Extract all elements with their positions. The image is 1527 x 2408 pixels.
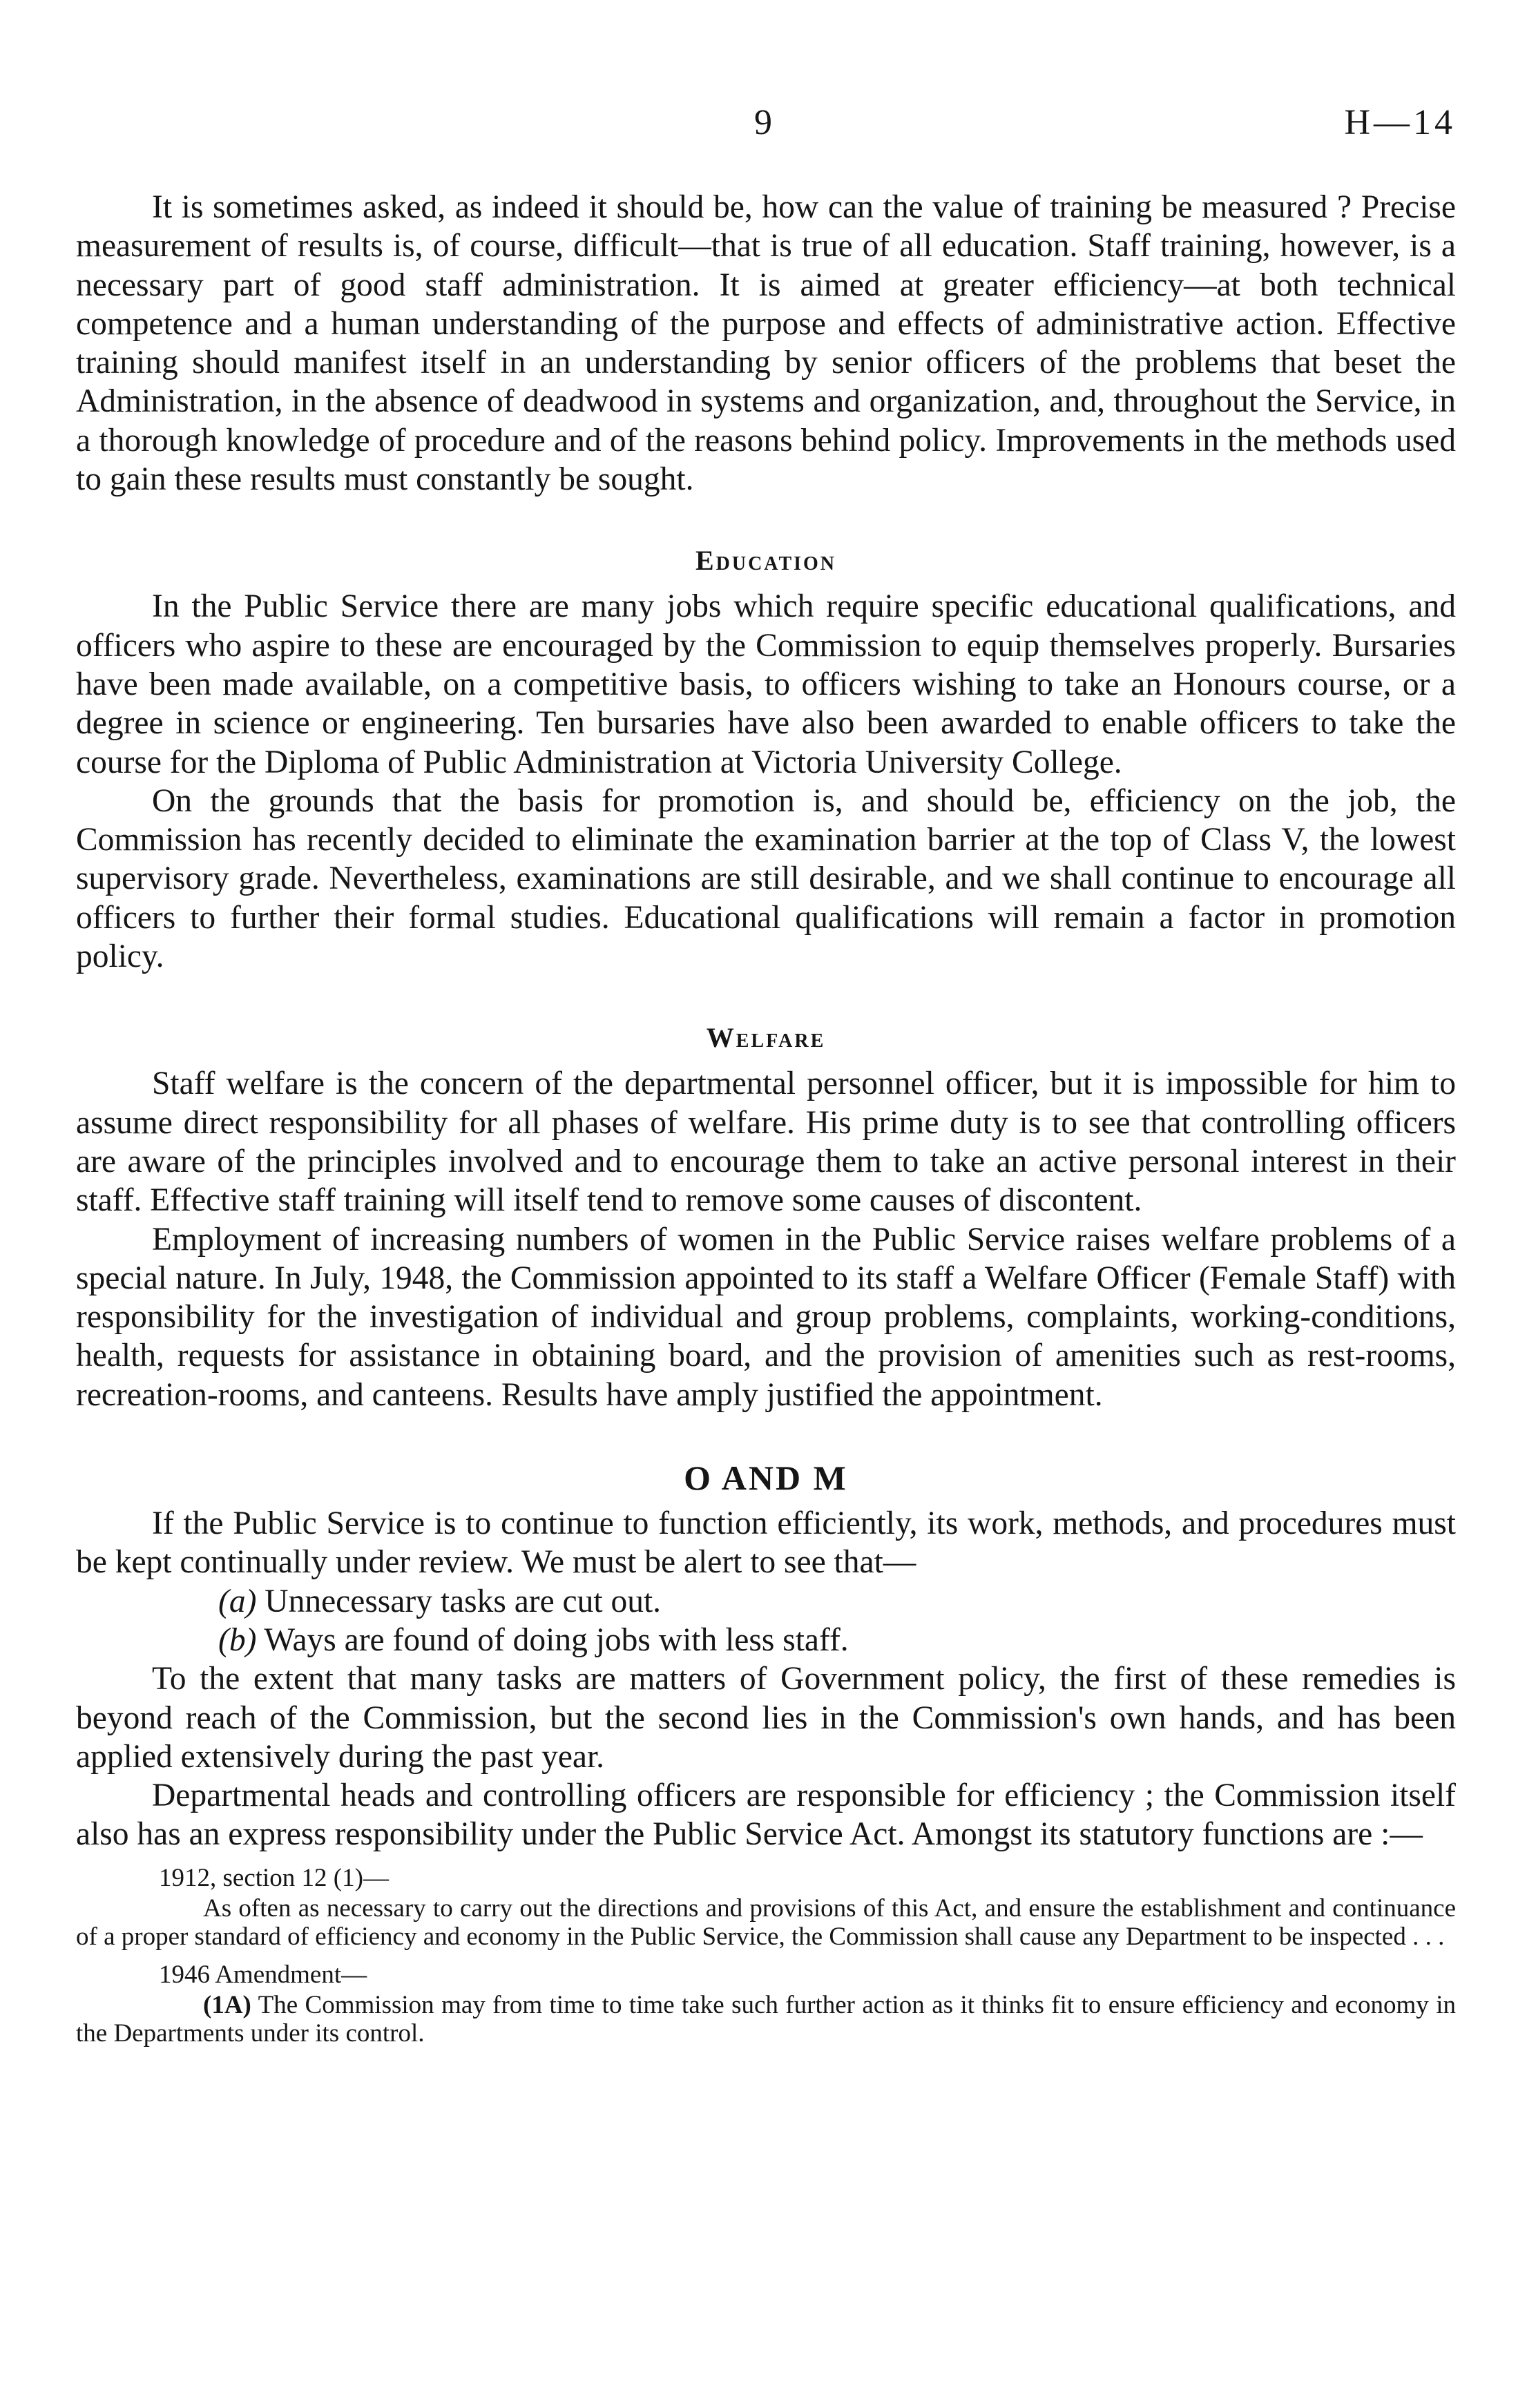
section-spacer	[76, 499, 1456, 541]
list-item-b	[218, 1621, 1456, 1659]
o-and-m-paragraph-3: Departmental heads and controlling officers are responsible for efficiency ; the Commission itself also has an express responsibility under the Public Service Act. Amongst its statutory functions are :—	[76, 1778, 1456, 1853]
quote-2-title: 1946 Amendment—	[159, 1960, 367, 1989]
quote-1-text: As often as necessary to carry out the directions and provisions of this Act, and ensure the establishment and continuance of a proper standard of efficiency and economy in the Public Service, the Commission shall cause any Department to be inspected . . .	[76, 1894, 1456, 1951]
document-body	[76, 188, 1456, 2048]
document-reference: H—14	[1344, 103, 1456, 142]
o-and-m-heading: O AND M	[684, 1458, 848, 1498]
quote-2-block	[76, 1991, 1456, 2048]
welfare-heading: Welfare	[706, 1022, 826, 1054]
quote-1-title: 1912, section 12 (1)—	[159, 1863, 389, 1892]
education-heading: Education	[695, 545, 837, 577]
section-spacer	[76, 976, 1456, 1019]
welfare-paragraph-2: Employment of increasing numbers of women in the Public Service raises welfare problems of a special nature. In July, 1948, the Commission appointed to its staff a Welfare Officer (Female Staff) with responsibility for the investigation of individual and group problems, complaints, working-conditions, health, requests for assistance in obtaining board, and the provision of amenities such as rest-rooms, recreation-rooms, and canteens. Results have amply justified the appointment.	[76, 1221, 1456, 1413]
o-and-m-paragraph-1: If the Public Service is to continue to function efficiently, its work, methods, and procedures must be kept continually under review. We must be alert to see that—	[76, 1505, 1456, 1581]
education-paragraph-2: On the grounds that the basis for promotion is, and should be, efficiency on the job, the Commission has recently decided to eliminate the examination barrier at the top of Class V, the lowest supervisory grade. Nevertheless, examinations are still desirable, and we shall continue to encourage all officers to further their formal studies. Educational qualifications will remain a factor in promotion policy.	[76, 782, 1456, 975]
quote-2-text: The Commission may from time to time take such further action as it thinks fit to ensure efficiency and economy in the Departments under its control.	[76, 1990, 1456, 2048]
list-item-a	[218, 1582, 1456, 1621]
o-and-m-paragraph-2: To the extent that many tasks are matters of Government policy, the first of these remedies is beyond reach of the Commission, but the second lies in the Commission's own hands, and has been applied extensively during the past year.	[76, 1661, 1456, 1775]
list-item-b-label: (b)	[218, 1621, 257, 1658]
quote-2-label: (1A)	[203, 1990, 251, 2019]
list-item-a-label: (a)	[218, 1583, 257, 1619]
list-item-b-text: Ways are found of doing jobs with less staff.	[264, 1621, 849, 1658]
section-spacer	[76, 1414, 1456, 1457]
page-number: 9	[754, 103, 774, 142]
welfare-paragraph-1: Staff welfare is the concern of the departmental personnel officer, but it is impossible for him to assume direct responsibility for all phases of welfare. His prime duty is to see that controlling officers are aware of the principles involved and to encourage them to take an active personal interest in their staff. Effective staff training will itself tend to remove some causes of discontent.	[76, 1066, 1456, 1219]
list-item-a-text: Unnecessary tasks are cut out.	[265, 1583, 662, 1619]
intro-paragraph: It is sometimes asked, as indeed it should be, how can the value of training be measured ? Precise measurement of results is, of course, difficult—that is true of all education. Staff training, however, is a necessary part of good staff administration. It is aimed at greater efficiency—at both technical competence and a human understanding of the purpose and effects of administrative action. Effective training should manifest itself in an understanding by senior officers of the problems that beset the Administration, in the absence of deadwood in systems and organization, and, throughout the Service, in a thorough knowledge of procedure and of the reasons behind policy. Improvements in the methods used to gain these results must constantly be sought.	[76, 189, 1456, 498]
education-paragraph-1: In the Public Service there are many jobs which require specific educational qualifications, and officers who aspire to these are encouraged by the Commission to equip themselves properly. Bursaries have been made available, on a competitive basis, to officers wishing to take an Honours course, or a degree in science or engineering. Ten bursaries have also been awarded to enable officers to take the course for the Diploma of Public Administration at Victoria University College.	[76, 588, 1456, 780]
